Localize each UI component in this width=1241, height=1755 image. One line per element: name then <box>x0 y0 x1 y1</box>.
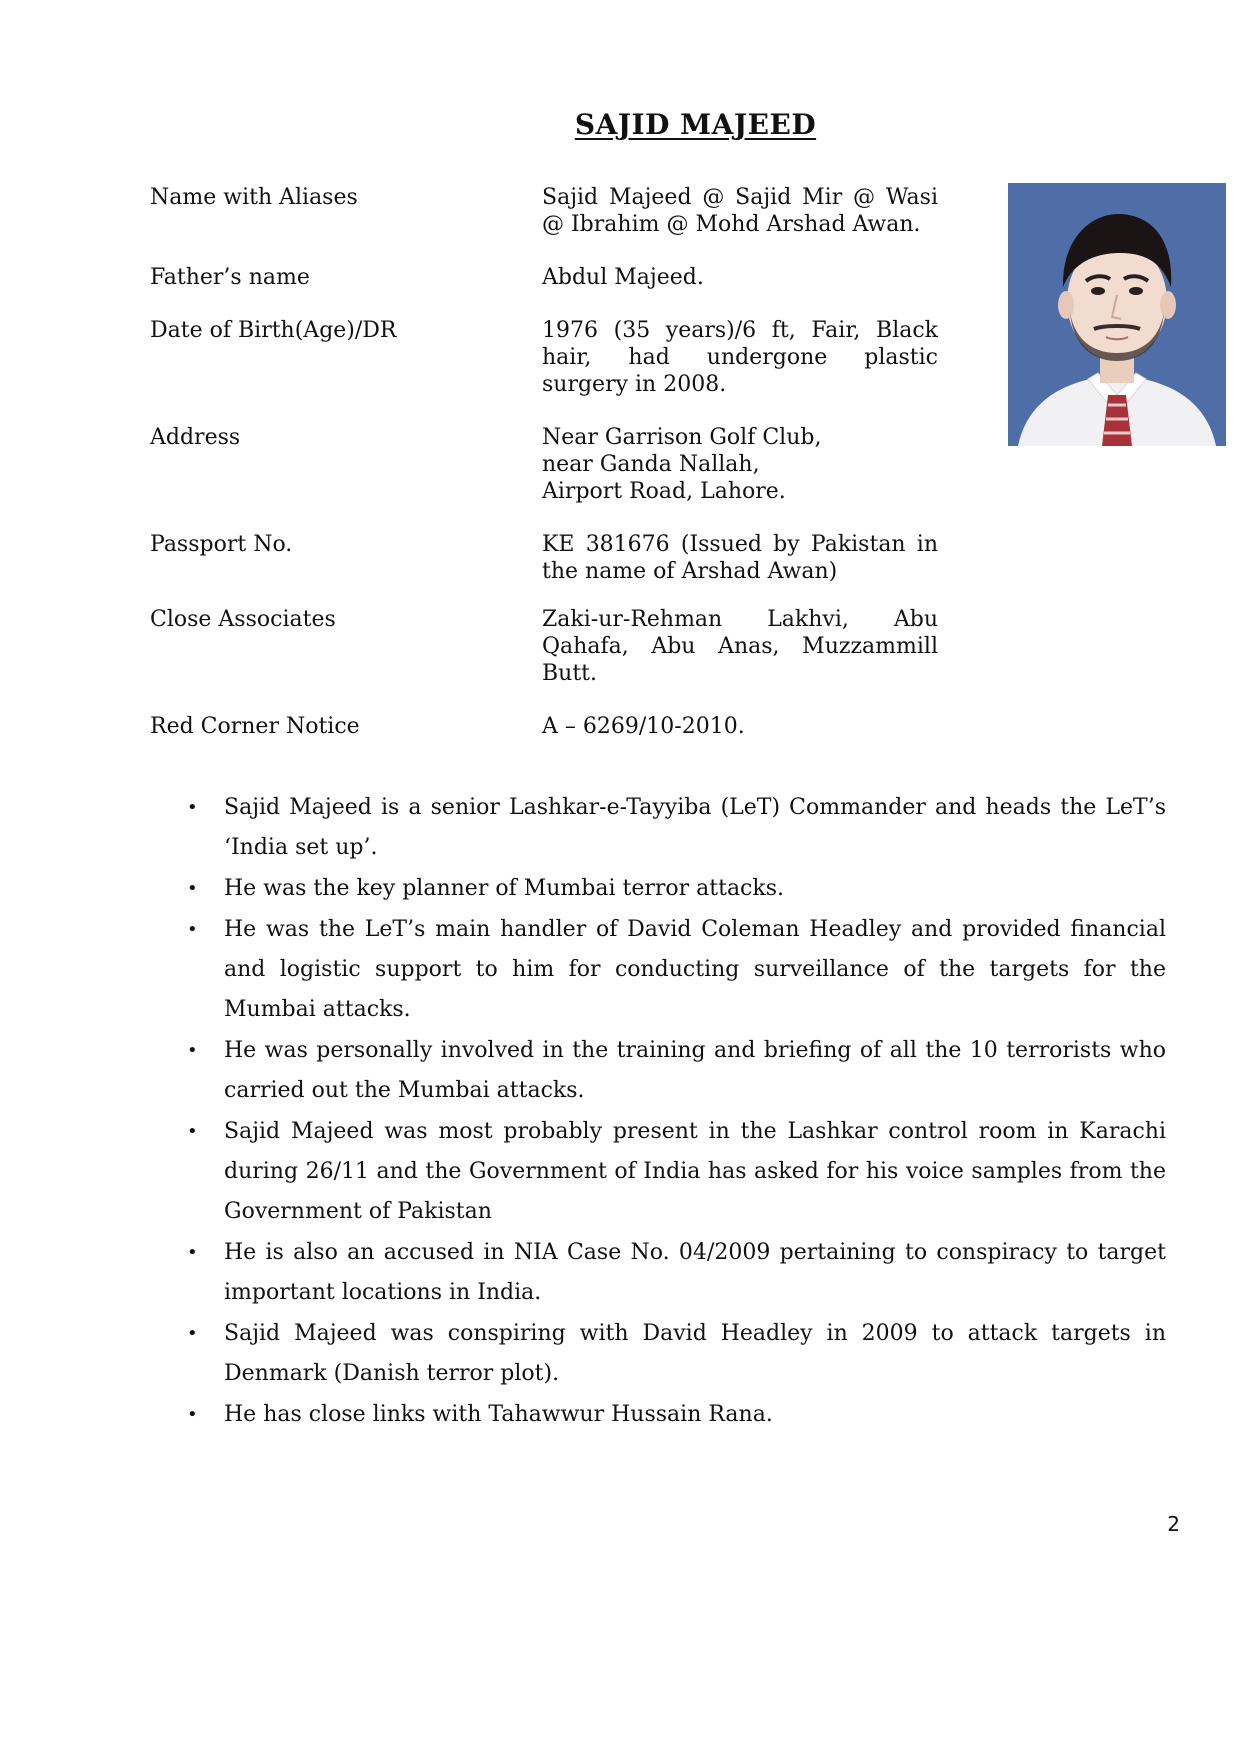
summary-bullet-list <box>150 788 1166 1436</box>
list-item <box>150 1233 1166 1313</box>
list-item <box>150 910 1166 1030</box>
bullet-text: Sajid Majeed was conspiring with David Headley in 2009 to attack targets in Denmark (Danish terror plot). <box>224 1321 1166 1386</box>
field-value-passport: KE 381676 (Issued by Pakistan in the name of Arshad Awan) <box>542 532 938 584</box>
address-line: near Ganda Nallah, <box>542 452 760 477</box>
field-label-aliases: Name with Aliases <box>150 185 358 210</box>
list-item <box>150 869 1166 909</box>
address-line: Near Garrison Golf Club, <box>542 425 822 450</box>
bullet-text: He was the LeT’s main handler of David Coleman Headley and provided financial and logistic support to him for conducting surveillance of the targets for the Mumbai attacks. <box>224 917 1166 1022</box>
bullet-text: Sajid Majeed was most probably present in the Lashkar control room in Karachi during 26/11 and the Government of India has asked for his voice samples from the Government of Pakistan <box>224 1119 1166 1224</box>
bullet-text: Sajid Majeed is a senior Lashkar-e-Tayyiba (LeT) Commander and heads the LeT’s ‘India set up’. <box>224 795 1166 860</box>
field-value-address <box>542 424 938 505</box>
bullet-dot-icon: • <box>187 1242 198 1263</box>
portrait-illustration <box>1008 183 1226 446</box>
bullet-text: He was personally involved in the training and briefing of all the 10 terrorists who carried out the Mumbai attacks. <box>224 1038 1166 1103</box>
field-label-father-name: Father’s name <box>150 265 310 290</box>
list-item <box>150 1112 1166 1232</box>
list-item <box>150 1395 1166 1435</box>
bullet-text: He was the key planner of Mumbai terror attacks. <box>224 876 784 901</box>
field-label-close-associates: Close Associates <box>150 607 336 632</box>
portrait-photo <box>1008 183 1226 446</box>
bullet-dot-icon: • <box>187 1323 198 1344</box>
bullet-dot-icon: • <box>187 919 198 940</box>
bullet-text: He is also an accused in NIA Case No. 04/2009 pertaining to conspiracy to target important locations in India. <box>224 1240 1166 1305</box>
address-line: Airport Road, Lahore. <box>542 479 786 504</box>
bullet-dot-icon: • <box>187 1404 198 1425</box>
field-value-aliases: Sajid Majeed @ Sajid Mir @ Wasi @ Ibrahim @ Mohd Arshad Awan. <box>542 185 938 237</box>
bullet-dot-icon: • <box>187 1121 198 1142</box>
field-label-address: Address <box>150 425 241 450</box>
page-number: 2 <box>1167 1512 1180 1536</box>
bullet-dot-icon: • <box>187 1040 198 1061</box>
list-item <box>150 788 1166 868</box>
bullet-text: He has close links with Tahawwur Hussain Rana. <box>224 1402 773 1427</box>
field-label-red-corner-notice: Red Corner Notice <box>150 714 360 739</box>
field-value-red-corner-notice: A – 6269/10-2010. <box>542 714 745 739</box>
bullet-dot-icon: • <box>187 878 198 899</box>
field-value-date-of-birth: 1976 (35 years)/6 ft, Fair, Black hair, had undergone plastic surgery in 2008. <box>542 318 938 397</box>
field-label-passport: Passport No. <box>150 532 293 557</box>
list-item <box>150 1031 1166 1111</box>
bullet-dot-icon: • <box>187 797 198 818</box>
field-label-date-of-birth: Date of Birth(Age)/DR <box>150 318 397 343</box>
field-value-father-name: Abdul Majeed. <box>542 265 704 290</box>
page-title: SAJID MAJEED <box>574 108 817 141</box>
list-item <box>150 1314 1166 1394</box>
field-value-close-associates: Zaki-ur-Rehman Lakhvi, Abu Qahafa, Abu Anas, Muzzammill Butt. <box>542 607 938 686</box>
